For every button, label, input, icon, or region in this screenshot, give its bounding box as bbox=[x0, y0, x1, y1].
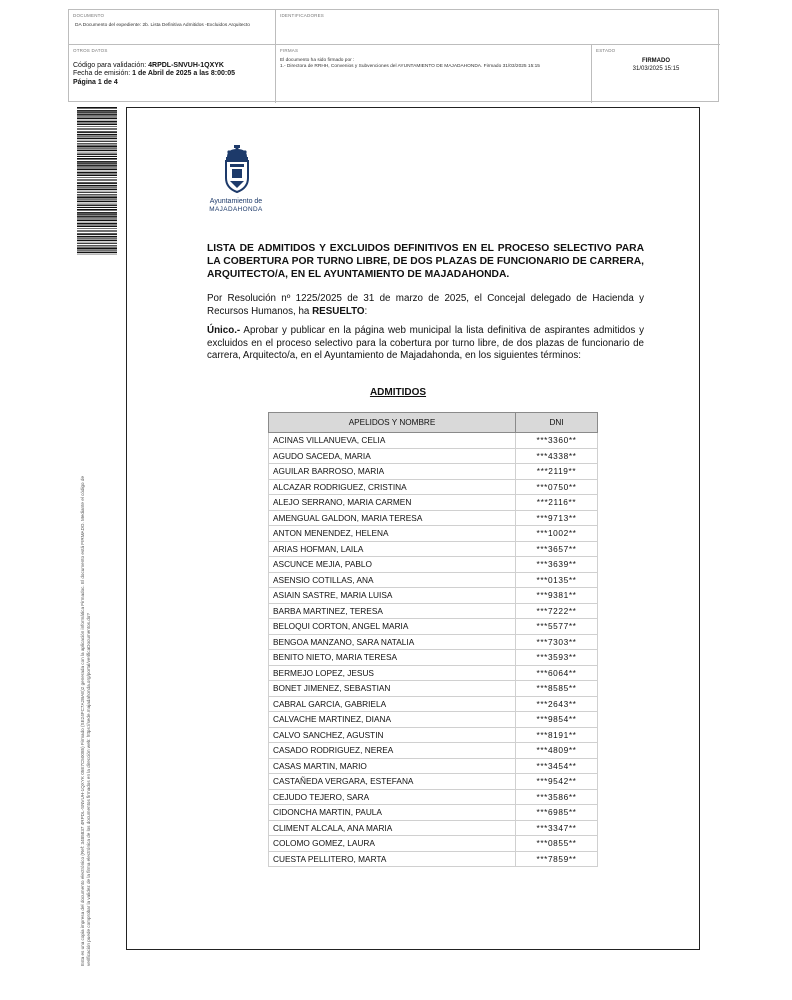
applicant-dni-cell: ***6985** bbox=[516, 805, 598, 821]
table-row bbox=[269, 634, 598, 650]
applicant-name-cell: ARIAS HOFMAN, LAILA bbox=[269, 541, 516, 557]
applicant-name-cell: BENITO NIETO, MARIA TERESA bbox=[269, 650, 516, 666]
applicant-dni-cell: ***2119** bbox=[516, 464, 598, 480]
applicant-dni-cell: ***7859** bbox=[516, 851, 598, 867]
table-header-row bbox=[269, 413, 598, 433]
table-row bbox=[269, 743, 598, 759]
applicant-name-cell: CIDONCHA MARTIN, PAULA bbox=[269, 805, 516, 821]
otros-datos-text bbox=[73, 62, 235, 87]
table-row bbox=[269, 572, 598, 588]
table-row bbox=[269, 712, 598, 728]
codigo-label: Código para validación: bbox=[73, 62, 147, 69]
applicant-name-cell: ANTON MENENDEZ, HELENA bbox=[269, 526, 516, 542]
applicant-dni-cell: ***7303** bbox=[516, 634, 598, 650]
applicant-dni-cell: ***2116** bbox=[516, 495, 598, 511]
applicant-dni-cell: ***4809** bbox=[516, 743, 598, 759]
table-row bbox=[269, 479, 598, 495]
unico-paragraph bbox=[207, 325, 644, 363]
applicant-name-cell: BONET JIMENEZ, SEBASTIAN bbox=[269, 681, 516, 697]
applicant-dni-cell: ***8191** bbox=[516, 727, 598, 743]
table-row bbox=[269, 464, 598, 480]
applicant-name-cell: ASENSIO COTILLAS, ANA bbox=[269, 572, 516, 588]
otros-datos-cell bbox=[69, 45, 276, 103]
table-row bbox=[269, 619, 598, 635]
unico-label: Único.- bbox=[207, 325, 241, 336]
logo-text-line-2: MAJADAHONDA bbox=[209, 206, 263, 213]
applicant-name-cell: CALVACHE MARTINEZ, DIANA bbox=[269, 712, 516, 728]
table-row bbox=[269, 789, 598, 805]
admitidos-table bbox=[268, 412, 598, 867]
table-row bbox=[269, 851, 598, 867]
applicant-name-cell: BARBA MARTINEZ, TERESA bbox=[269, 603, 516, 619]
estado-date: 31/03/2025 15:15 bbox=[632, 66, 680, 72]
table-row bbox=[269, 588, 598, 604]
applicant-name-cell: BENGOA MANZANO, SARA NATALIA bbox=[269, 634, 516, 650]
applicant-name-cell: ASCUNCE MEJIA, PABLO bbox=[269, 557, 516, 573]
table-row bbox=[269, 727, 598, 743]
applicant-name-cell: CASTAÑEDA VERGARA, ESTEFANA bbox=[269, 774, 516, 790]
applicant-dni-cell: ***3454** bbox=[516, 758, 598, 774]
table-row bbox=[269, 433, 598, 449]
applicant-dni-cell: ***0135** bbox=[516, 572, 598, 588]
firmas-line-1: El documento ha sido firmado por : bbox=[280, 58, 355, 63]
table-row bbox=[269, 836, 598, 852]
column-header-dni: DNI bbox=[516, 413, 598, 433]
barcode-image bbox=[77, 107, 117, 255]
applicant-name-cell: BELOQUI CORTON, ANGEL MARIA bbox=[269, 619, 516, 635]
estado-cell bbox=[592, 45, 720, 103]
table-row bbox=[269, 526, 598, 542]
table-row bbox=[269, 650, 598, 666]
applicant-name-cell: COLOMO GOMEZ, LAURA bbox=[269, 836, 516, 852]
table-row bbox=[269, 510, 598, 526]
fecha-value: 1 de Abril de 2025 a las 8:00:05 bbox=[132, 70, 236, 78]
verification-side-text bbox=[80, 300, 92, 966]
applicant-dni-cell: ***5577** bbox=[516, 619, 598, 635]
applicant-dni-cell: ***0855** bbox=[516, 836, 598, 852]
applicant-dni-cell: ***6064** bbox=[516, 665, 598, 681]
applicant-name-cell: BERMEJO LOPEZ, JESUS bbox=[269, 665, 516, 681]
codigo-value: 4RPDL-SNVUH-1QXYK bbox=[148, 62, 224, 69]
applicant-name-cell: CABRAL GARCIA, GABRIELA bbox=[269, 696, 516, 712]
firmas-label: FIRMAS bbox=[280, 48, 299, 53]
applicant-dni-cell: ***9854** bbox=[516, 712, 598, 728]
applicant-name-cell: CEJUDO TEJERO, SARA bbox=[269, 789, 516, 805]
estado-label: ESTADO bbox=[596, 48, 616, 53]
applicant-dni-cell: ***4338** bbox=[516, 448, 598, 464]
side-text-line-2: verificación puede comprobar la validez de la firma electrónica de los documentos firmados en la dirección web: https://sede.majadahonda.org/portal/verificaDocumentos.do? bbox=[86, 613, 92, 966]
resolution-colon: : bbox=[364, 305, 368, 317]
documento-label: DOCUMENTO bbox=[73, 13, 105, 18]
applicant-name-cell: AGUILAR BARROSO, MARIA bbox=[269, 464, 516, 480]
resolution-text: Por Resolución nº 1225/2025 de 31 de marzo de 2025, el Concejal delegado de Hacienda y Recursos Humanos, ha bbox=[207, 293, 644, 317]
applicant-name-cell: ASIAIN SASTRE, MARIA LUISA bbox=[269, 588, 516, 604]
applicant-dni-cell: ***8585** bbox=[516, 681, 598, 697]
applicant-dni-cell: ***9713** bbox=[516, 510, 598, 526]
table-row bbox=[269, 448, 598, 464]
resuelto-label: RESUELTO bbox=[312, 305, 365, 317]
documento-cell bbox=[69, 10, 276, 45]
fecha-label: Fecha de emisión: bbox=[73, 70, 131, 78]
applicant-dni-cell: ***1002** bbox=[516, 526, 598, 542]
applicant-dni-cell: ***3657** bbox=[516, 541, 598, 557]
applicant-name-cell: ACINAS VILLANUEVA, CELIA bbox=[269, 433, 516, 449]
table-row bbox=[269, 541, 598, 557]
table-row bbox=[269, 665, 598, 681]
applicant-dni-cell: ***7222** bbox=[516, 603, 598, 619]
firmas-line-2: 1.- Directora de RRHH, Convenios y Subvenciones del AYUNTAMIENTO DE MAJADAHONDA. Firmado 31/03/2025 15:15 bbox=[280, 64, 540, 69]
table-row bbox=[269, 557, 598, 573]
applicant-name-cell: CASADO RODRIGUEZ, NEREA bbox=[269, 743, 516, 759]
table-row bbox=[269, 681, 598, 697]
table-row bbox=[269, 696, 598, 712]
identificadores-label: IDENTIFICADORES bbox=[280, 13, 325, 18]
applicant-dni-cell: ***3360** bbox=[516, 433, 598, 449]
applicant-dni-cell: ***3593** bbox=[516, 650, 598, 666]
applicant-name-cell: AGUDO SACEDA, MARIA bbox=[269, 448, 516, 464]
applicant-dni-cell: ***2643** bbox=[516, 696, 598, 712]
column-header-name: APELIDOS Y NOMBRE bbox=[269, 413, 516, 433]
document-title: LISTA DE ADMITIDOS Y EXCLUIDOS DEFINITIVOS EN EL PROCESO SELECTIVO PARA LA COBERTURA POR TURNO LIBRE, DE DOS PLAZAS DE FUNCIONARIO DE CARRERA, ARQUITECTO/A, EN EL AYUNTAMIENTO DE MAJADAHONDA. bbox=[207, 243, 644, 280]
applicant-name-cell: ALEJO SERRANO, MARIA CARMEN bbox=[269, 495, 516, 511]
table-row bbox=[269, 820, 598, 836]
otros-datos-label: OTROS DATOS bbox=[73, 48, 108, 53]
admitidos-heading: ADMITIDOS bbox=[369, 387, 427, 398]
applicant-name-cell: AMENGUAL GALDON, MARIA TERESA bbox=[269, 510, 516, 526]
applicant-name-cell: CASAS MARTIN, MARIO bbox=[269, 758, 516, 774]
applicant-name-cell: CALVO SANCHEZ, AGUSTIN bbox=[269, 727, 516, 743]
pagina-indicator: Página 1 de 4 bbox=[73, 78, 118, 86]
side-text-line-1: Esta es una copia impresa del documento electrónico (Ref: 3485837 4RPDL-SNVUH-1QXYK 05E7C50085) Firmado (SE24FC7A2BAE)2 generada con la aplicación informática Firmadoc. El documento está FIRMADO. Mediante el código de bbox=[80, 476, 85, 966]
document-header bbox=[68, 9, 719, 102]
identificadores-cell bbox=[276, 10, 720, 45]
logo-text-line-1: Ayuntamiento de bbox=[209, 198, 263, 205]
table-row bbox=[269, 805, 598, 821]
table-row bbox=[269, 774, 598, 790]
estado-value: FIRMADO bbox=[642, 58, 670, 64]
documento-text: DA Documento del expediente: 2b. Lista Definitiva Admitidos -Excluidos Arquitecto bbox=[75, 23, 250, 28]
unico-text: Aprobar y publicar en la página web municipal la lista definitiva de aspirantes admitidos y excluidos en el proceso selectivo para la cobertura por turno libre, de dos plazas de funcionario de carrera, Arquitecto/a, en el Ayuntamiento de Majadahonda, en los siguientes términos: bbox=[207, 325, 644, 362]
applicant-dni-cell: ***9381** bbox=[516, 588, 598, 604]
table-row bbox=[269, 758, 598, 774]
applicant-dni-cell: ***3586** bbox=[516, 789, 598, 805]
table-row bbox=[269, 603, 598, 619]
applicant-dni-cell: ***0750** bbox=[516, 479, 598, 495]
applicant-name-cell: ALCAZAR RODRIGUEZ, CRISTINA bbox=[269, 479, 516, 495]
applicant-dni-cell: ***9542** bbox=[516, 774, 598, 790]
applicant-dni-cell: ***3347** bbox=[516, 820, 598, 836]
table-row bbox=[269, 495, 598, 511]
applicant-name-cell: CUESTA PELLITERO, MARTA bbox=[269, 851, 516, 867]
firmas-cell bbox=[276, 45, 592, 103]
applicant-name-cell: CLIMENT ALCALA, ANA MARIA bbox=[269, 820, 516, 836]
applicant-dni-cell: ***3639** bbox=[516, 557, 598, 573]
resolution-paragraph bbox=[207, 293, 644, 318]
